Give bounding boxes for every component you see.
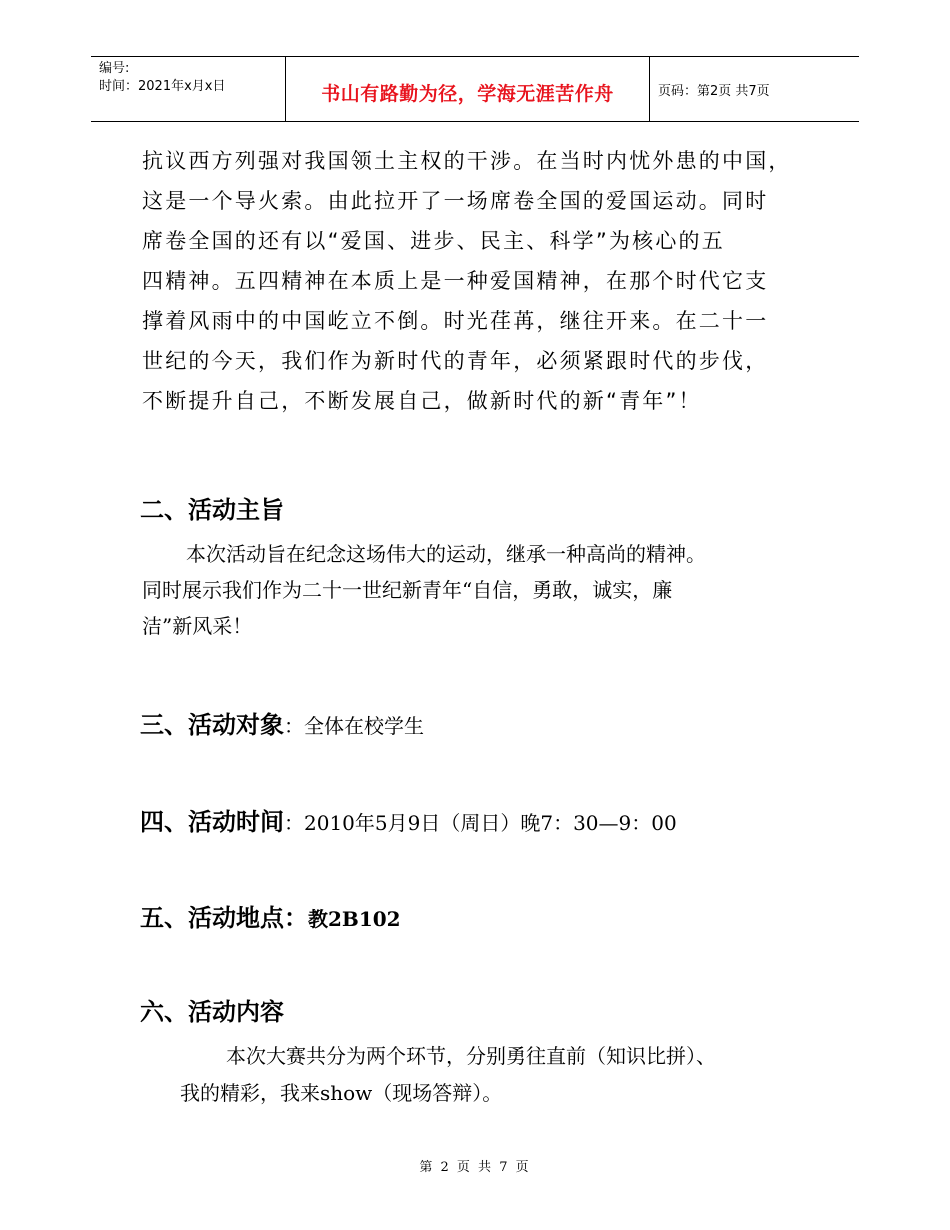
intro-line: 四精神。五四精神在本质上是一种爱国精神，在那个时代它支 (142, 269, 769, 293)
audience-heading (140, 705, 424, 740)
intro-line: 不断提升自己，不断发展自己，做新时代的新“青年”！ (142, 389, 702, 413)
intro-line: 抗议西方列强对我国领土主权的干涉。在当时内忧外患的中国， (142, 149, 792, 173)
content-line: 本次大赛共分为两个环节，分别勇往直前（知识比拼）、 (226, 1044, 716, 1068)
audience-value: ：全体在校学生 (284, 714, 424, 738)
time-value: ：2010年5月9日（周日）晚7：30—9：00 (284, 811, 677, 835)
header-meta-cell (91, 57, 286, 121)
page-header (91, 56, 859, 122)
place-heading (140, 898, 401, 933)
content-line: 我的精彩，我来show（现场答辩）。 (180, 1081, 503, 1105)
time-label: 时间：2021年x月x日 (99, 79, 226, 94)
time-heading-text: 四、活动时间 (140, 808, 284, 836)
content-heading: 六、活动内容 (140, 998, 284, 1026)
header-motto-cell (286, 57, 650, 121)
motto-text: 书山有路勤为径，学海无涯苦作舟 (321, 82, 614, 105)
page-info: 页码：第2页 共7页 (658, 83, 770, 99)
intro-line: 席卷全国的还有以“爱国、进步、民主、科学”为核心的五 (142, 229, 725, 253)
number-label: 编号: (99, 61, 130, 76)
time-heading (140, 802, 677, 837)
intro-line: 世纪的今天，我们作为新时代的青年，必须紧跟时代的步伐， (142, 349, 769, 373)
intro-line: 这是一个导火索。由此拉开了一场席卷全国的爱国运动。同时 (142, 189, 769, 213)
page-footer: 第 2 页 共 7 页 (419, 1160, 531, 1175)
purpose-line: 本次活动旨在纪念这场伟大的运动，继承一种高尚的精神。 (186, 542, 706, 566)
purpose-line: 同时展示我们作为二十一世纪新青年“自信，勇敢，诚实，廉 (142, 578, 673, 602)
header-page-cell (650, 57, 859, 121)
intro-line: 撑着风雨中的中国屹立不倒。时光荏苒，继往开来。在二十一 (142, 309, 769, 333)
audience-heading-text: 三、活动对象 (140, 711, 284, 739)
intro-paragraph (142, 141, 842, 421)
purpose-heading: 二、活动主旨 (140, 496, 284, 524)
place-value: 教2B102 (308, 907, 401, 931)
place-heading-text: 五、活动地点： (140, 904, 308, 932)
purpose-line: 洁”新风采！ (142, 614, 253, 638)
